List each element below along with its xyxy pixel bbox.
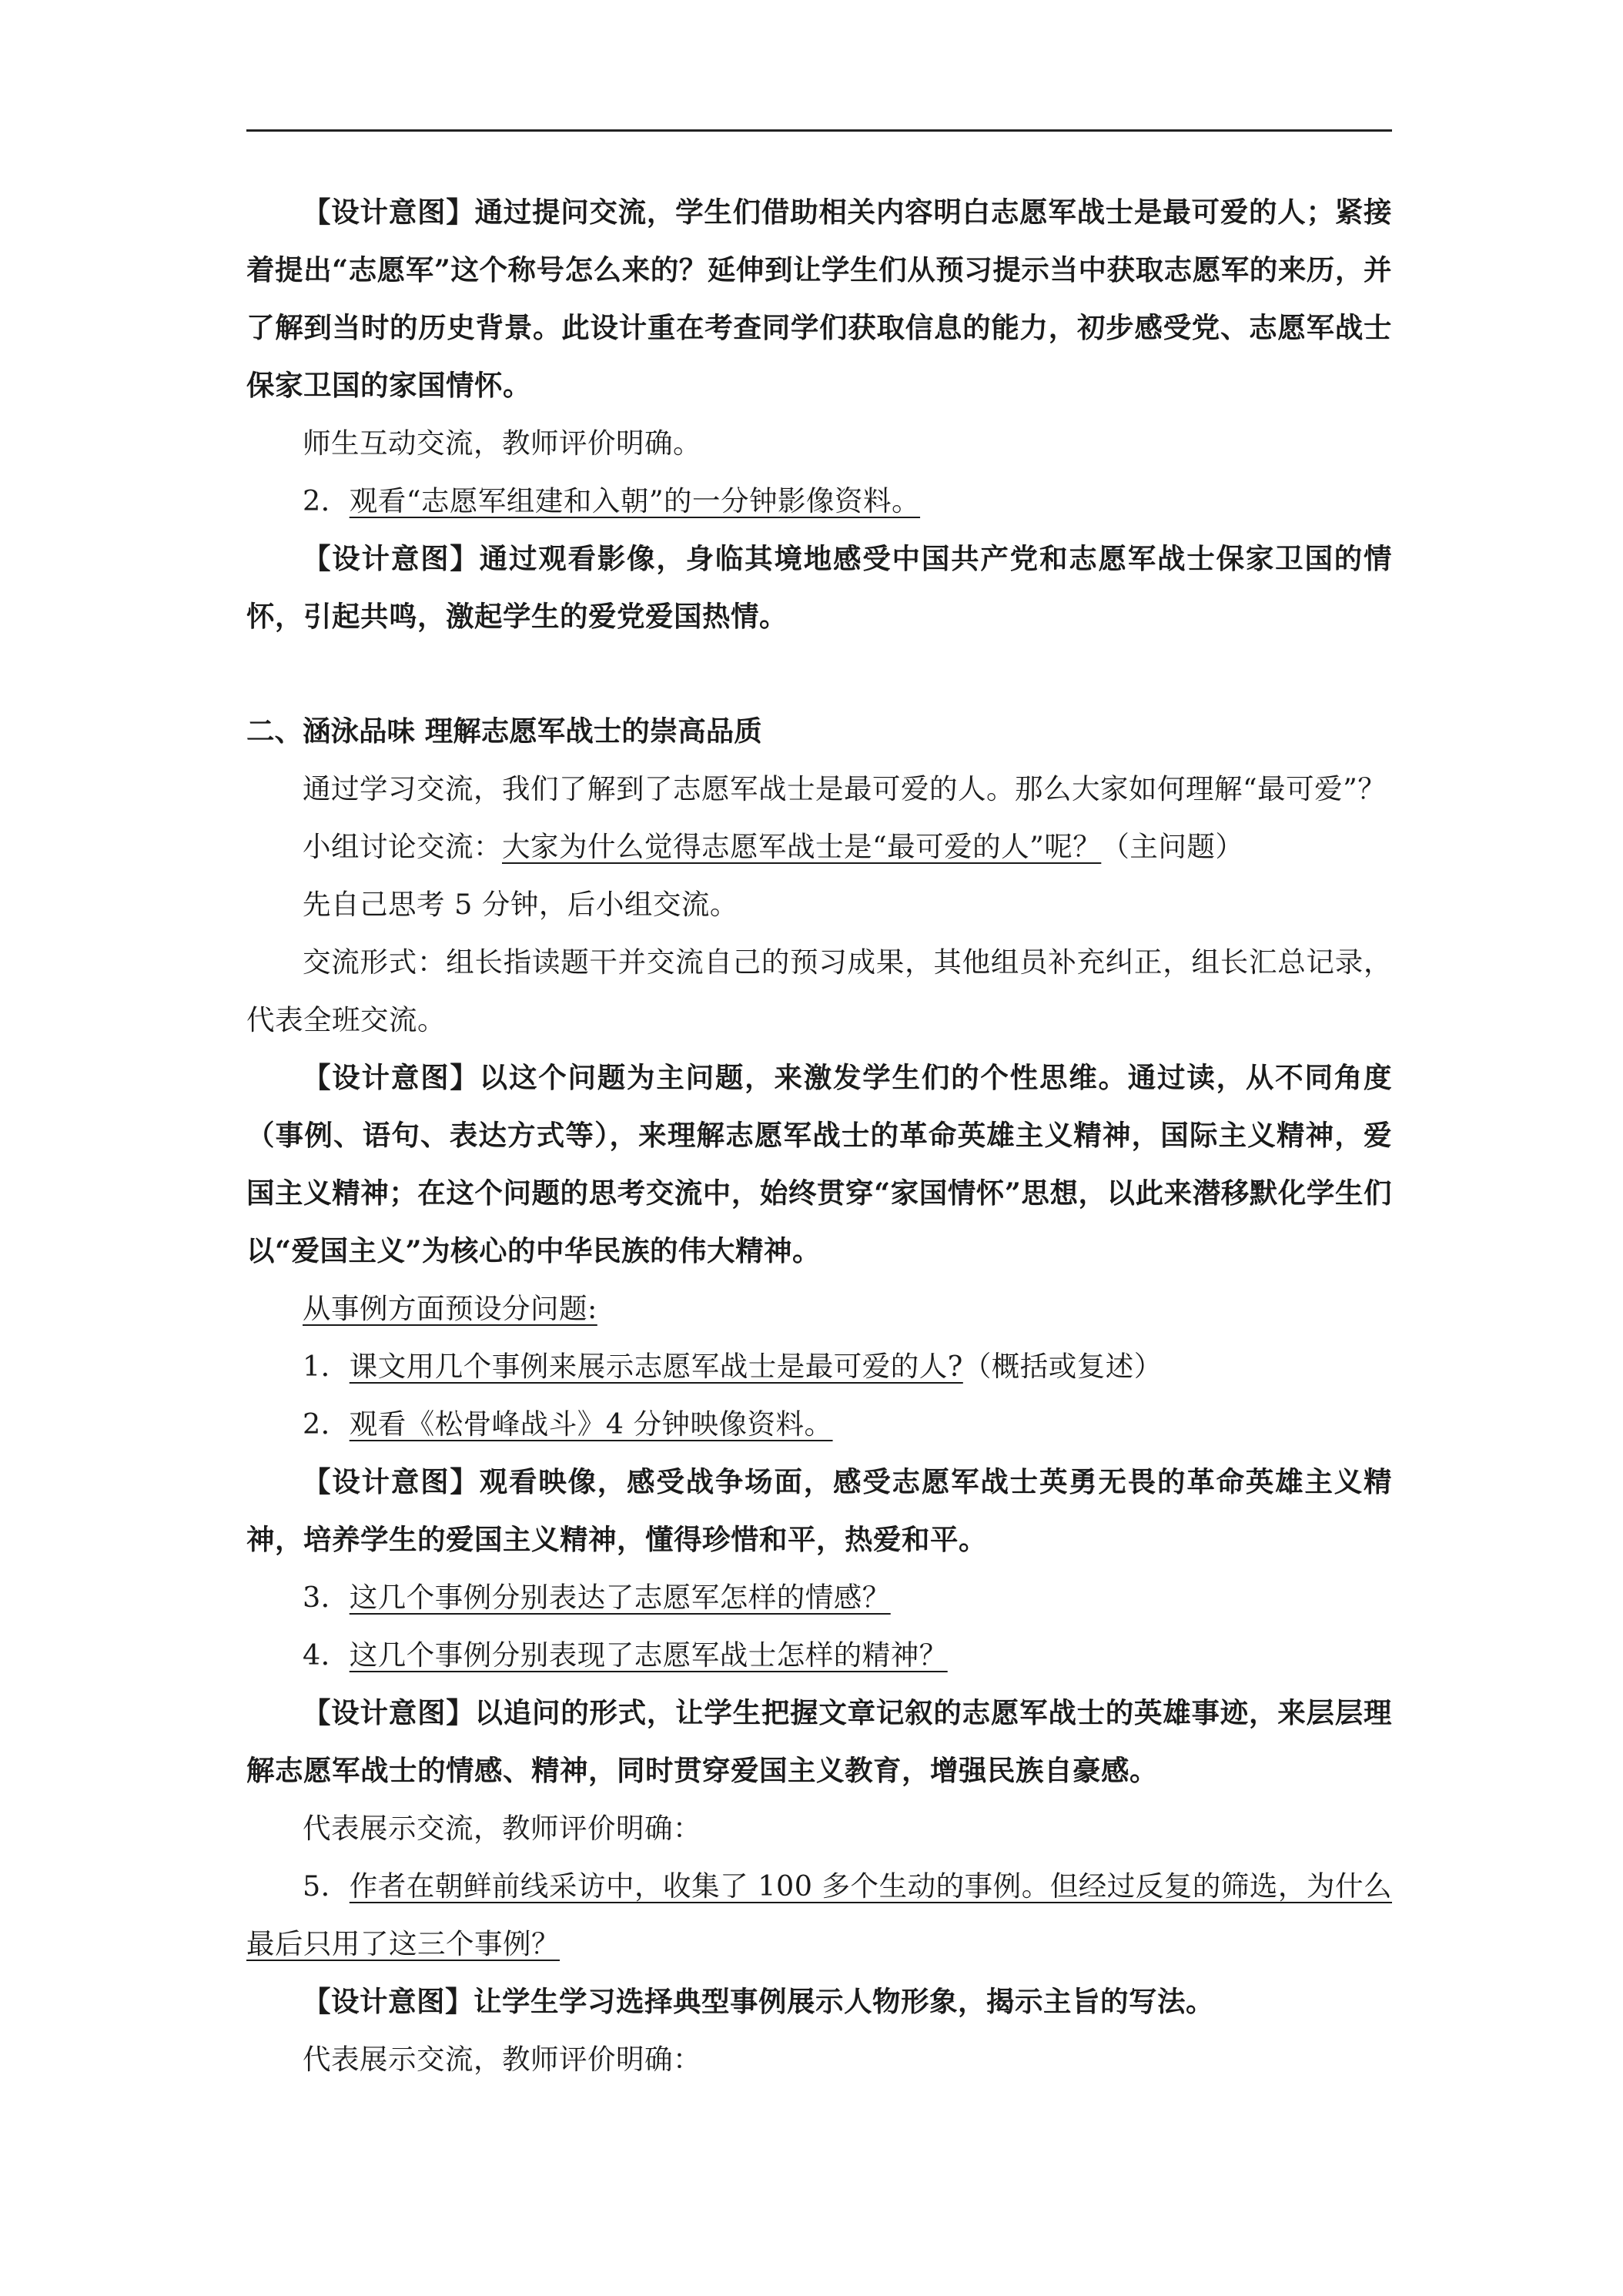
sub-question-heading: 从事例方面预设分问题: <box>303 1292 597 1325</box>
body-paragraph <box>246 818 1392 875</box>
design-intent-paragraph: 【设计意图】通过观看影像，身临其境地感受中国共产党和志愿军战士保家卫国的情怀，引起共鸣，激起学生的爱党爱国热情。 <box>246 542 1392 633</box>
body-paragraph: 代表展示交流，教师评价明确： <box>303 2043 701 2076</box>
design-intent-paragraph: 【设计意图】通过提问交流，学生们借助相关内容明白志愿军战士是最可爱的人；紧接着提出“志愿军”这个称号怎么来的？延伸到让学生们从预习提示当中获取志愿军的来历，并了解到当时的历史背景。此设计重在考查同学们获取信息的能力，初步感受党、志愿军战士保家卫国的家国情怀。 <box>246 196 1392 402</box>
numbered-item <box>246 1337 1392 1395</box>
numbered-item <box>246 472 1392 530</box>
item-text: 这几个事例分别表达了志愿军怎样的情感？ <box>349 1581 891 1614</box>
numbered-item <box>246 1395 1392 1453</box>
question-note: （主问题） <box>1101 830 1244 863</box>
spacer <box>246 645 1392 702</box>
main-question: 大家为什么觉得志愿军战士是“最可爱的人”呢？ <box>502 830 1102 863</box>
numbered-item <box>246 1568 1392 1626</box>
item-number: 2． <box>303 484 350 517</box>
item-text: 这几个事例分别表现了志愿军战士怎样的精神？ <box>349 1638 948 1672</box>
item-text: 作者在朝鲜前线采访中，收集了 100 多个生动的事例。但经过反复的筛选，为什么最后只用了这三个事例？ <box>246 1869 1392 1960</box>
item-number: 3． <box>303 1581 350 1614</box>
body-paragraph: 先自己思考 5 分钟，后小组交流。 <box>303 888 738 921</box>
body-paragraph: 通过学习交流，我们了解到了志愿军战士是最可爱的人。那么大家如何理解“最可爱”？ <box>303 772 1387 805</box>
item-number: 4． <box>303 1638 350 1672</box>
design-intent-paragraph: 【设计意图】以这个问题为主问题，来激发学生们的个性思维。通过读，从不同角度（事例、语句、表达方式等），来理解志愿军战士的革命英雄主义精神，国际主义精神，爱国主义精神；在这个问题的思考交流中，始终贯穿“家国情怀”思想，以此来潜移默化学生们以“爱国主义”为核心的中华民族的伟大精神。 <box>246 1061 1392 1267</box>
item-text: 观看“志愿军组建和入朝”的一分钟影像资料。 <box>349 484 921 517</box>
body-paragraph <box>246 1280 1392 1337</box>
header-rule <box>246 129 1392 132</box>
design-intent-paragraph: 【设计意图】观看映像，感受战争场面，感受志愿军战士英勇无畏的革命英雄主义精神，培养学生的爱国主义精神，懂得珍惜和平，热爱和平。 <box>246 1465 1392 1556</box>
item-note: （概括或复述） <box>962 1350 1163 1383</box>
item-number: 5． <box>303 1869 350 1903</box>
discussion-label: 小组讨论交流： <box>303 830 502 863</box>
item-text: 观看《松骨峰战斗》4 分钟映像资料。 <box>349 1407 833 1441</box>
numbered-item <box>246 1626 1392 1684</box>
item-number: 2． <box>303 1407 350 1441</box>
design-intent-paragraph: 【设计意图】以追问的形式，让学生把握文章记叙的志愿军战士的英雄事迹，来层层理解志愿军战士的情感、精神，同时贯穿爱国主义教育，增强民族自豪感。 <box>246 1696 1392 1787</box>
body-paragraph: 交流形式：组长指读题干并交流自己的预习成果，其他组员补充纠正，组长汇总记录，代表全班交流。 <box>246 946 1392 1036</box>
numbered-item <box>246 1857 1392 1973</box>
design-intent-paragraph: 【设计意图】让学生学习选择典型事例展示人物形象，揭示主旨的写法。 <box>303 1985 1214 2018</box>
body-paragraph: 师生互动交流，教师评价明确。 <box>303 427 701 460</box>
body-paragraph: 代表展示交流，教师评价明确： <box>303 1812 701 1845</box>
item-text: 课文用几个事例来展示志愿军战士是最可爱的人? <box>349 1350 963 1383</box>
section-heading: 二、涵泳品味 理解志愿军战士的崇高品质 <box>246 715 762 748</box>
item-number: 1． <box>303 1350 350 1383</box>
document-body <box>246 183 1392 2088</box>
